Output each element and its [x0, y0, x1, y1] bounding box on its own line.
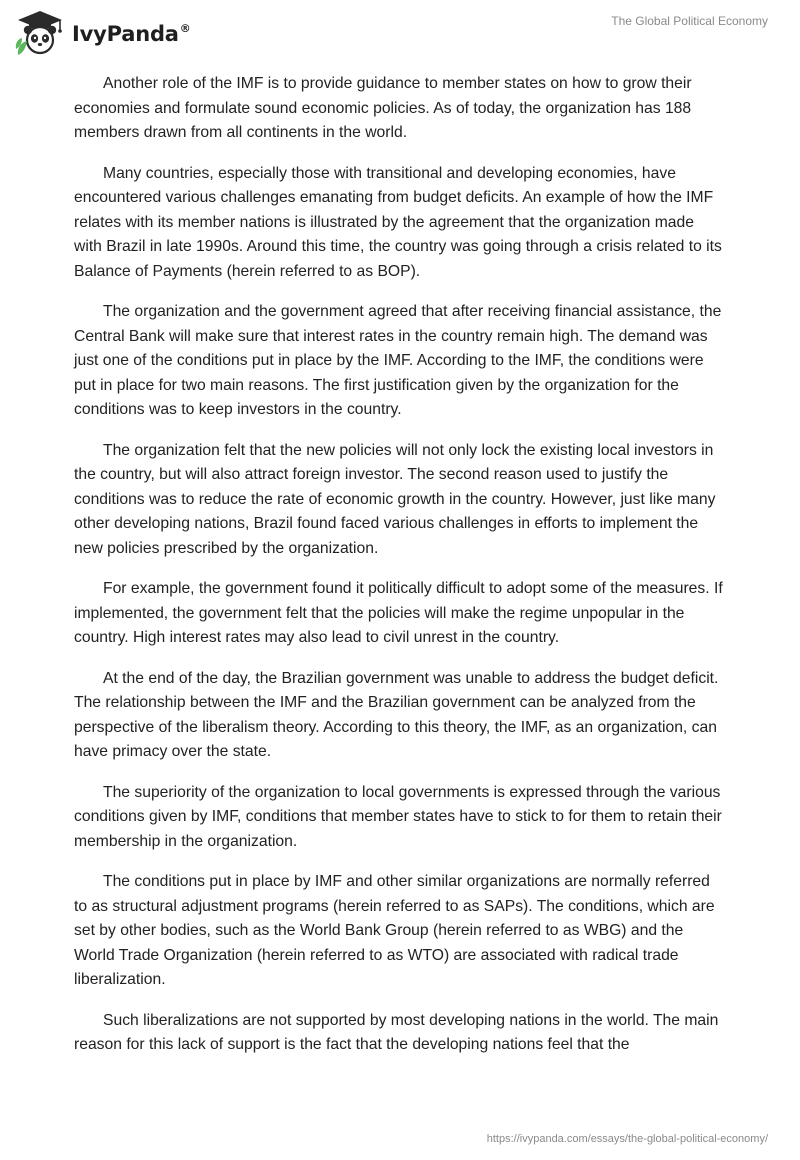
brand-name: [72, 22, 191, 46]
page-header: [0, 0, 800, 70]
paragraph-2: Many countries, especially those with transitional and developing economies, have encountered various challenges emanating from budget deficits. An example of how the IMF relates with its member nations is illustrated by the agreement that the organization made with Brazil in late 1990s. Around this time, the country was going through a crisis related to its Balance of Payments (herein referred to as BOP).: [74, 164, 722, 280]
paragraph-8: The conditions put in place by IMF and other similar organizations are normally referred to as structural adjustment programs (herein referred to as SAPs). The conditions, which are set by other bodies, such as the World Bank Group (herein referred to as WBG) and the World Trade Organization (herein referred to as WTO) are associated with radical trade liberalization.: [74, 873, 715, 988]
paragraph-3: The organization and the government agreed that after receiving financial assistance, the Central Bank will make sure that interest rates in the country remain high. The demand was just one of the conditions put in place by the IMF. According to the IMF, the conditions were put in place for two main reasons. The first justification given by the organization for the conditions was to keep investors in the country.: [74, 303, 722, 418]
paragraph-9: Such liberalizations are not supported by most developing nations in the world. The main reason for this lack of support is the fact that the developing nations feel that the: [74, 1011, 719, 1053]
registered-mark: ®: [179, 22, 191, 35]
ivypanda-logo[interactable]: [14, 8, 191, 58]
paragraph-7: The superiority of the organization to local governments is expressed through the various conditions given by IMF, conditions that member states have to stick to for them to retain their membership in the organization.: [74, 783, 722, 850]
paragraph-1: Another role of the IMF is to provide guidance to member states on how to grow their economies and formulate sound economic policies. As of today, the organization has 188 members drawn from all continents in the world.: [74, 75, 692, 141]
document-title: The Global Political Economy: [611, 14, 768, 28]
essay-body: [74, 72, 726, 1074]
paragraph-6: At the end of the day, the Brazilian government was unable to address the budget deficit. The relationship between the IMF and the Brazilian government can be analyzed from the perspective of the liberalism theory. According to this theory, the IMF, as an organization, can have primacy over the state.: [74, 669, 719, 760]
paragraph-5: For example, the government found it politically difficult to adopt some of the measures. If implemented, the government felt that the policies will make the regime unpopular in the country. High interest rates may also lead to civil unrest in the country.: [74, 580, 723, 646]
panda-graduate-icon: [14, 9, 66, 57]
brand-name-text: IvyPanda: [72, 22, 179, 46]
paragraph-4: The organization felt that the new policies will not only lock the existing local investors in the country, but will also attract foreign investor. The second reason used to justify the conditions was to reduce the rate of economic growth in the country. However, just like many other developing nations, Brazil found faced various challenges in efforts to implement the new policies prescribed by the organization.: [74, 441, 716, 557]
source-url-link[interactable]: https://ivypanda.com/essays/the-global-political-economy/: [486, 1133, 768, 1145]
